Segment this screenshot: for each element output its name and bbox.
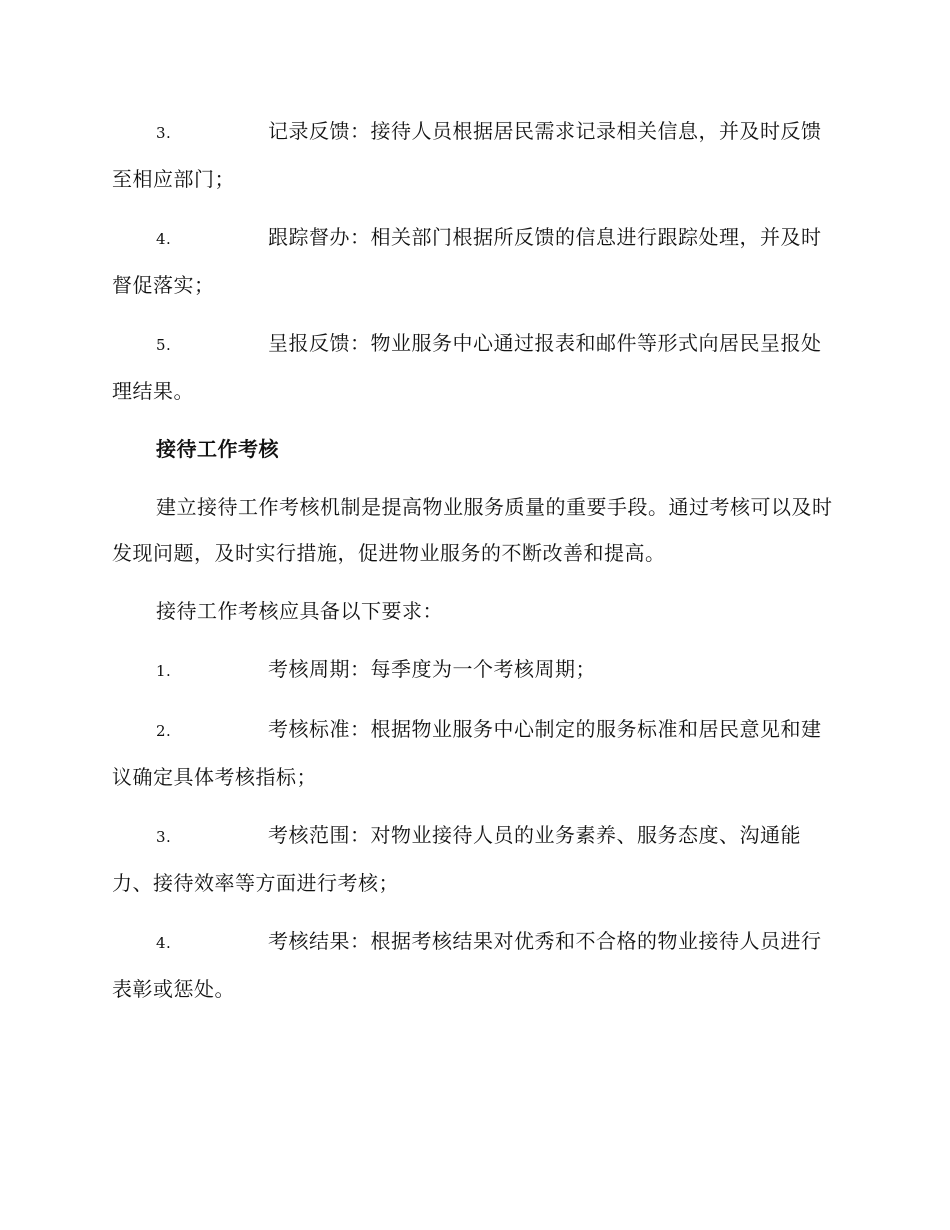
list-text: 跟踪督办：相关部门根据所反馈的信息进行跟踪处理，并及时督促落实； [112,225,822,297]
list-item [112,812,834,906]
list-text: 呈报反馈：物业服务中心通过报表和邮件等形式向居民呈报处理结果。 [112,331,822,403]
list-text: 考核范围：对物业接待人员的业务素养、服务态度、沟通能力、接待效率等方面进行考核； [112,823,801,895]
list-item [112,646,834,694]
document-body [112,108,834,1024]
list-text: 记录反馈：接待人员根据居民需求记录相关信息，并及时反馈至相应部门； [112,119,822,191]
list-item [112,706,834,800]
list-number: 2. [156,722,172,740]
list-item [112,108,834,202]
list-number: 3. [156,124,172,142]
list-number: 4. [156,934,172,952]
list-item [112,918,834,1012]
list-text: 考核周期：每季度为一个考核周期； [268,657,596,681]
section-heading: 接待工作考核 [156,437,279,461]
list-item [112,320,834,414]
list-item [112,214,834,308]
list-number: 3. [156,828,172,846]
list-number: 1. [156,662,172,680]
list-number: 4. [156,230,172,248]
list-number: 5. [156,336,172,354]
requirements-label: 接待工作考核应具备以下要求： [156,599,443,623]
intro-paragraph: 建立接待工作考核机制是提高物业服务质量的重要手段。通过考核可以及时发现问题，及时实行措施，促进物业服务的不断改善和提高。 [112,495,833,565]
list-text: 考核标准：根据物业服务中心制定的服务标准和居民意见和建议确定具体考核指标； [112,717,822,789]
list-text: 考核结果：根据考核结果对优秀和不合格的物业接待人员进行表彰或惩处。 [112,929,822,1001]
